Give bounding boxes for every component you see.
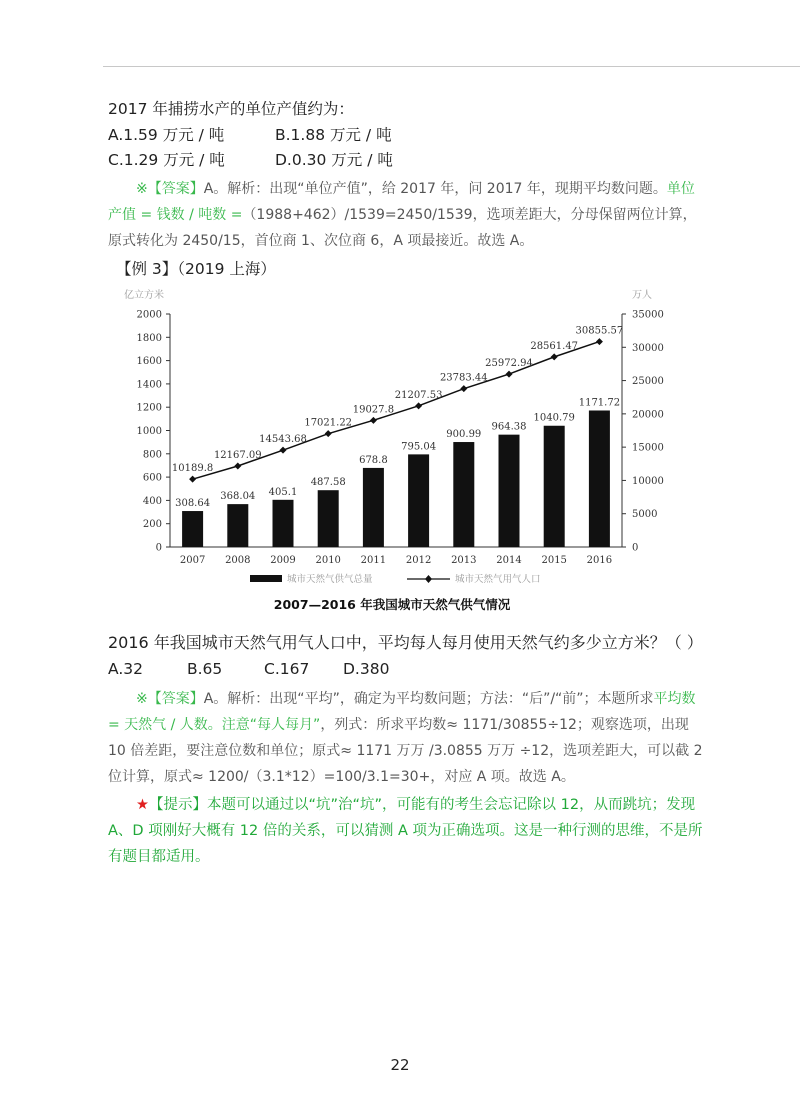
- bar: [408, 454, 429, 547]
- bar-value-label: 308.64: [175, 498, 211, 510]
- q1-option-a: A.1.59 万元 / 吨: [108, 126, 225, 144]
- y-right-tick-label: 15000: [632, 442, 664, 454]
- q2-option-a: A.32: [108, 660, 143, 678]
- q2-answer-label: ※【答案】: [136, 691, 204, 707]
- line-value-label: 23783.44: [439, 372, 488, 384]
- line-value-label: 25972.94: [485, 358, 533, 370]
- bar: [589, 410, 610, 547]
- y-left-axis: [137, 310, 170, 554]
- x-tick-label: 2015: [541, 555, 567, 566]
- x-axis-labels: [180, 555, 612, 566]
- y-left-tick-label: 800: [142, 449, 162, 461]
- x-tick-label: 2011: [360, 555, 387, 566]
- line-value-label: 30855.57: [575, 325, 624, 337]
- line-point: [460, 385, 467, 392]
- bar-value-label: 900.99: [446, 429, 482, 441]
- bar-value-label: 405.1: [268, 486, 298, 498]
- tip-block: [108, 792, 703, 870]
- line-point: [280, 447, 287, 454]
- line-value-label: 21207.53: [394, 389, 443, 401]
- q1-answer: [108, 176, 703, 254]
- y-left-tick-label: 2000: [136, 309, 162, 321]
- y-right-tick-label: 5000: [632, 509, 658, 521]
- legend-line-marker: [425, 575, 432, 583]
- y-left-tick-label: 1600: [136, 356, 162, 368]
- legend-line-label: 城市天然气用气人口: [455, 574, 541, 585]
- line-point: [325, 430, 332, 437]
- y-right-tick-label: 35000: [632, 309, 664, 321]
- x-tick-label: 2013: [451, 555, 477, 566]
- q2-option-d: D.380: [343, 660, 390, 678]
- bar: [363, 468, 384, 547]
- x-tick-label: 2008: [225, 555, 251, 566]
- y-left-tick-label: 1800: [136, 332, 162, 344]
- line-value-label: 10189.8: [171, 463, 214, 475]
- tip-text: 本题可以通过以“坑”治“坑”，可能有的考生会忘记除以 12，从而跳坑；发现 A、D 项刚好大概有 12 倍的关系，可以猜测 A 项为正确选项。这是一种行测的思维，不是所有题目都适用。: [108, 797, 703, 865]
- legend-bar-label: 城市天然气供气总量: [287, 574, 373, 585]
- tip-label: 【提示】: [149, 797, 207, 813]
- y-left-tick-label: 0: [155, 542, 162, 554]
- bar-value-label: 678.8: [359, 454, 388, 466]
- q2-answer: [108, 686, 703, 790]
- bar: [227, 504, 248, 547]
- x-tick-label: 2010: [315, 555, 341, 566]
- line-point: [370, 417, 377, 424]
- x-tick-label: 2016: [586, 555, 613, 566]
- x-tick-label: 2014: [496, 555, 522, 566]
- line-point: [506, 371, 513, 378]
- header-rule: [103, 66, 800, 67]
- y-right-unit: 万人: [632, 290, 652, 301]
- line-value-label: 28561.47: [530, 340, 579, 352]
- example-label: 【例 3】（2019 上海）: [116, 260, 276, 278]
- bar: [499, 435, 520, 547]
- q1-answer-text-2: （1988+462）/1539=2450/1539，选项差距大，分母保留两位计算，原式转化为 2450/15，首位商 1、次位商 6，A 项最接近。故选 A。: [108, 207, 697, 249]
- y-left-tick-label: 600: [142, 472, 162, 484]
- q1-question: 2017 年捕捞水产的单位产值约为：: [108, 100, 354, 118]
- q1-option-b: B.1.88 万元 / 吨: [275, 126, 392, 144]
- gas-supply-chart: [112, 282, 672, 622]
- bar-value-label: 1171.72: [578, 397, 621, 409]
- bar: [453, 442, 474, 547]
- line-value-label: 12167.09: [213, 450, 262, 462]
- y-left-tick-label: 1200: [136, 402, 162, 414]
- y-right-tick-label: 30000: [632, 342, 664, 354]
- q1-option-c: C.1.29 万元 / 吨: [108, 151, 225, 169]
- q1-answer-highlight: 单位产值 = 钱数 / 吨数 =: [108, 181, 695, 223]
- y-left-tick-label: 1400: [136, 379, 162, 391]
- y-left-tick-label: 1000: [136, 426, 162, 437]
- q2-question: 2016 年我国城市天然气用气人口中，平均每人每月使用天然气约多少立方米？（ ）: [108, 633, 703, 652]
- bar: [544, 426, 565, 547]
- line-value-label: 19027.8: [352, 404, 395, 416]
- y-left-tick-label: 200: [142, 519, 162, 531]
- line-point: [596, 338, 603, 345]
- bar-value-label: 368.04: [220, 491, 256, 503]
- q2-option-b: B.65: [187, 660, 223, 678]
- star-icon: ★: [136, 797, 149, 813]
- x-tick-label: 2007: [179, 555, 206, 566]
- legend: [250, 573, 541, 585]
- y-right-tick-label: 10000: [632, 475, 664, 487]
- bar: [318, 490, 339, 547]
- x-tick-label: 2012: [405, 555, 432, 566]
- bar-series: [175, 397, 620, 547]
- q1-answer-label: ※【答案】: [136, 181, 204, 197]
- bar: [182, 511, 203, 547]
- chart-title: 2007—2016 年我国城市天然气供气情况: [273, 597, 511, 612]
- q2-answer-text-2: ，列式：所求平均数≈ 1171/30855÷12；观察选项，出现 10 倍差距，要注意位数和单位；原式≈ 1171 万万 /3.0855 万万 ÷12，选项差距大，可以截 2 位计算，原式≈ 1200/（3.1*12）=100/3.1=30+，对应 A 项。故选 A。: [108, 717, 703, 785]
- bar-value-label: 964.38: [491, 421, 527, 433]
- y-right-tick-label: 20000: [632, 409, 664, 421]
- bar-value-label: 1040.79: [533, 412, 575, 424]
- y-right-tick-label: 0: [632, 542, 639, 554]
- bar-value-label: 487.58: [310, 477, 346, 489]
- line-point: [551, 353, 558, 360]
- q1-answer-text-1: A。解析：出现“单位产值”，给 2017 年，问 2017 年，现期平均数问题。: [203, 181, 667, 197]
- line-point: [234, 463, 241, 470]
- page-number: 22: [390, 1056, 410, 1074]
- q2-answer-highlight: 平均数 = 天然气 / 人数。注意“每人每月”: [108, 691, 696, 733]
- q2-answer-text-1: A。解析：出现“平均”，确定为平均数问题；方法：“后”/“前”；本题所求: [203, 691, 654, 707]
- line-value-label: 17021.22: [304, 417, 353, 429]
- legend-bar-swatch: [250, 575, 282, 582]
- q2-option-c: C.167: [264, 660, 310, 678]
- line-point: [415, 402, 422, 409]
- bar: [273, 500, 294, 547]
- bar-value-label: 795.04: [401, 441, 437, 453]
- y-right-axis: [622, 310, 664, 554]
- line-point: [189, 476, 196, 483]
- y-right-tick-label: 25000: [632, 376, 664, 388]
- y-left-unit: 亿立方米: [124, 290, 164, 301]
- q1-option-d: D.0.30 万元 / 吨: [275, 151, 393, 169]
- x-tick-label: 2009: [270, 555, 296, 566]
- line-value-label: 14543.68: [259, 434, 307, 446]
- y-left-tick-label: 400: [142, 495, 162, 507]
